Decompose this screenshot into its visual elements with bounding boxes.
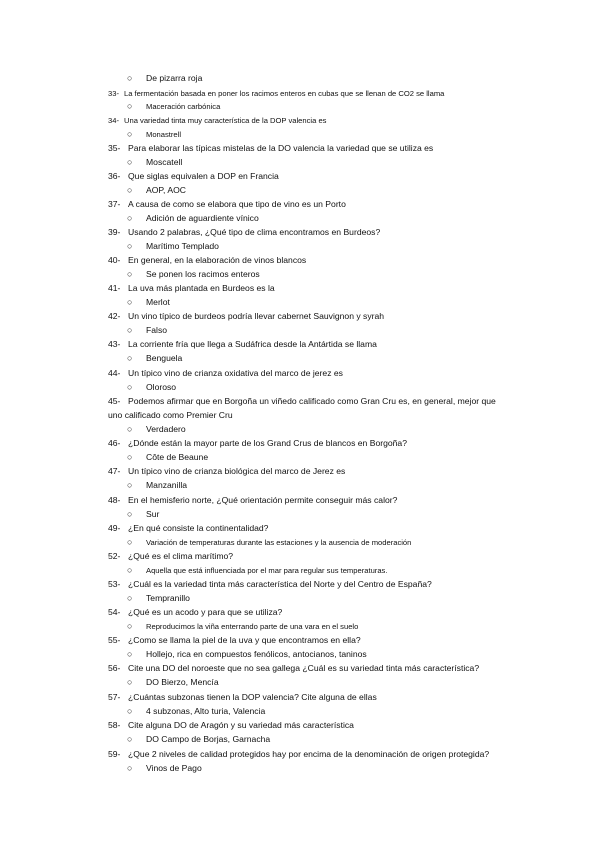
answer-text: Se ponen los racimos enteros [146,269,260,279]
bullet-icon: ○ [127,452,133,462]
answer-text: Oloroso [146,382,177,392]
answer-text: Moscatell [146,157,183,167]
answer-text: De pizarra roja [146,73,203,83]
question-number: 37- [108,199,121,209]
answer-text: Falso [146,325,168,335]
question-text: Cite una DO del noroeste que no sea gallega ¿Cuál es su variedad tinta más característica? [128,663,480,673]
bullet-icon: ○ [127,734,133,744]
answer-text: Maceración carbónica [146,102,221,111]
question-text: ¿Qué es un acodo y para que se utiliza? [128,607,283,617]
question-number: 48- [108,495,121,505]
answer-text: Vinos de Pago [146,763,202,773]
bullet-icon: ○ [127,621,133,631]
bullet-icon: ○ [127,73,133,83]
question-number: 52- [108,551,121,561]
bullet-icon: ○ [127,382,133,392]
bullet-icon: ○ [127,297,133,307]
question-number: 55- [108,635,121,645]
question-number: 35- [108,143,121,153]
question-text: Una variedad tinta muy característica de la DOP valencia es [124,116,327,125]
question-text: ¿Que 2 niveles de calidad protegidos hay por encima de la denominación de origen protegida? [128,749,490,759]
question-number: 43- [108,339,121,349]
answer-text: Hollejo, rica en compuestos fenólicos, antocianos, taninos [146,649,367,659]
answer-text: Monastrell [146,130,182,139]
question-number: 56- [108,663,121,673]
question-text: ¿Cuál es la variedad tinta más característica del Norte y del Centro de España? [128,579,432,589]
question-text: A causa de como se elabora que tipo de vino es un Porto [128,199,346,209]
question-text: Para elaborar las típicas mistelas de la DO valencia la variedad que se utiliza es [128,143,434,153]
bullet-icon: ○ [127,353,133,363]
question-number: 39- [108,227,121,237]
answer-text: Côte de Beaune [146,452,209,462]
bullet-icon: ○ [127,185,133,195]
answer-text: AOP, AOC [146,185,186,195]
answer-text: Merlot [146,297,170,307]
answer-text: Adición de aguardiente vínico [146,213,259,223]
question-text: ¿Dónde están la mayor parte de los Grand Crus de blancos en Borgoña? [128,438,407,448]
answer-text: DO Campo de Borjas, Garnacha [146,734,271,744]
answer-text: Sur [146,509,160,519]
bullet-icon: ○ [127,706,133,716]
answer-text: Verdadero [146,424,186,434]
bullet-icon: ○ [127,424,133,434]
bullet-icon: ○ [127,593,133,603]
bullet-icon: ○ [127,129,133,139]
question-text: ¿Como se llama la piel de la uva y que encontramos en ella? [128,635,361,645]
question-text: La corriente fría que llega a Sudáfrica desde la Antártida se llama [128,339,377,349]
question-text: Cite alguna DO de Aragón y su variedad más característica [128,720,354,730]
question-text: Usando 2 palabras, ¿Qué tipo de clima encontramos en Burdeos? [128,227,381,237]
question-number: 49- [108,523,121,533]
question-text: Un típico vino de crianza oxidativa del marco de jerez es [128,368,343,378]
question-number: 41- [108,283,121,293]
question-text: ¿Qué es el clima marítimo? [128,551,234,561]
question-text-continued: uno calificado como Premier Cru [108,410,233,420]
bullet-icon: ○ [127,565,133,575]
bullet-icon: ○ [127,325,133,335]
question-number: 42- [108,311,121,321]
question-number: 45- [108,396,121,406]
answer-text: Marítimo Templado [146,241,219,251]
question-number: 59- [108,749,121,759]
question-number: 44- [108,368,121,378]
answer-text: DO Bierzo, Mencía [146,677,219,687]
question-number: 47- [108,466,121,476]
question-number: 36- [108,171,121,181]
bullet-icon: ○ [127,509,133,519]
question-number: 58- [108,720,121,730]
question-text: Que siglas equivalen a DOP en Francia [128,171,279,181]
bullet-icon: ○ [127,157,133,167]
bullet-icon: ○ [127,649,133,659]
bullet-icon: ○ [127,763,133,773]
answer-text: Manzanilla [146,480,188,490]
bullet-icon: ○ [127,241,133,251]
answer-text: Aquella que está influenciada por el mar para regular sus temperaturas. [146,566,388,575]
question-number: 33- [108,89,119,98]
question-text: Un vino típico de burdeos podría llevar cabernet Sauvignon y syrah [128,311,385,321]
answer-text: Variación de temperaturas durante las estaciones y la ausencia de moderación [146,538,412,547]
answer-text: Benguela [146,353,183,363]
question-text: En el hemisferio norte, ¿Qué orientación permite conseguir más calor? [128,495,398,505]
question-text: La fermentación basada en poner los racimos enteros en cubas que se llenan de CO2 se llama [124,89,445,98]
question-number: 34- [108,116,119,125]
bullet-icon: ○ [127,537,133,547]
question-number: 57- [108,692,121,702]
question-number: 53- [108,579,121,589]
question-text: ¿Cuántas subzonas tienen la DOP valencia? Cite alguna de ellas [128,692,377,702]
question-number: 40- [108,255,121,265]
bullet-icon: ○ [127,480,133,490]
question-text: En general, en la elaboración de vinos blancos [128,255,307,265]
question-text: ¿En qué consiste la continentalidad? [128,523,269,533]
answer-text: Tempranillo [146,593,190,603]
bullet-icon: ○ [127,269,133,279]
question-text: Un típico vino de crianza biológica del marco de Jerez es [128,466,346,476]
question-number: 54- [108,607,121,617]
question-number: 46- [108,438,121,448]
question-text: Podemos afirmar que en Borgoña un viñedo calificado como Gran Cru es, en general, mejor que [128,396,496,406]
bullet-icon: ○ [127,677,133,687]
answer-text: 4 subzonas, Alto turia, Valencia [146,706,266,716]
bullet-icon: ○ [127,101,133,111]
bullet-icon: ○ [127,213,133,223]
question-text: La uva más plantada en Burdeos es la [128,283,275,293]
answer-text: Reproducimos la viña enterrando parte de una vara en el suelo [146,622,359,631]
